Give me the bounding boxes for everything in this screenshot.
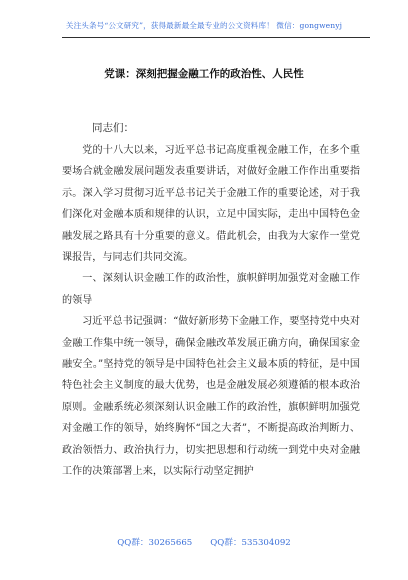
section-heading: 一、深刻认识金融工作的政治性，旗帜鲜明加强党对金融工作的领导 bbox=[62, 273, 360, 306]
footer-qq-group-1: QQ群：30265665 bbox=[117, 538, 193, 548]
footer-qq-group-2: QQ群：535304092 bbox=[210, 538, 291, 548]
document-body bbox=[62, 140, 360, 483]
document-title: 党课：深刻把握金融工作的政治性、人民性 bbox=[104, 68, 304, 80]
paragraph: 习近平总书记强调：“做好新形势下金融工作，要坚持党中央对金融工作集中统一领导，确保金融改革发展正确方向，确保国家金融安全。”坚持党的领导是中国特色社会主义最本质的特征，是中国特色社会主义制度的最大优势，也是金融发展必须遵循的根本政治原则。金融系统必须深刻认识金融工作的政治性，旗帜鲜明加强党对金融工作的领导，始终胸怀“国之大者”，不断提高政治判断力、政治领悟力、政治执行力，切实把思想和行动统一到党中央对金融工作的决策部署上来，以实际行动坚定拥护 bbox=[62, 316, 360, 478]
header-divider bbox=[62, 37, 370, 38]
salutation: 同志们： bbox=[92, 122, 134, 134]
header-note: 关注头条号“公文研究”，获得最新最全最专业的公文资料库！ 微信：gongwenyj bbox=[65, 21, 343, 30]
footer bbox=[0, 536, 408, 548]
paragraph: 党的十八大以来，习近平总书记高度重视金融工作，在多个重要场合就金融发展问题发表重要讲话，对做好金融工作作出重要指示。深入学习贯彻习近平总书记关于金融工作的重要论述，对于我们深化对金融本质和规律的认识，立足中国实际，走出中国特色金融发展之路具有十分重要的意义。借此机会，由我为大家作一堂党课报告，与同志们共同交流。 bbox=[62, 145, 360, 264]
